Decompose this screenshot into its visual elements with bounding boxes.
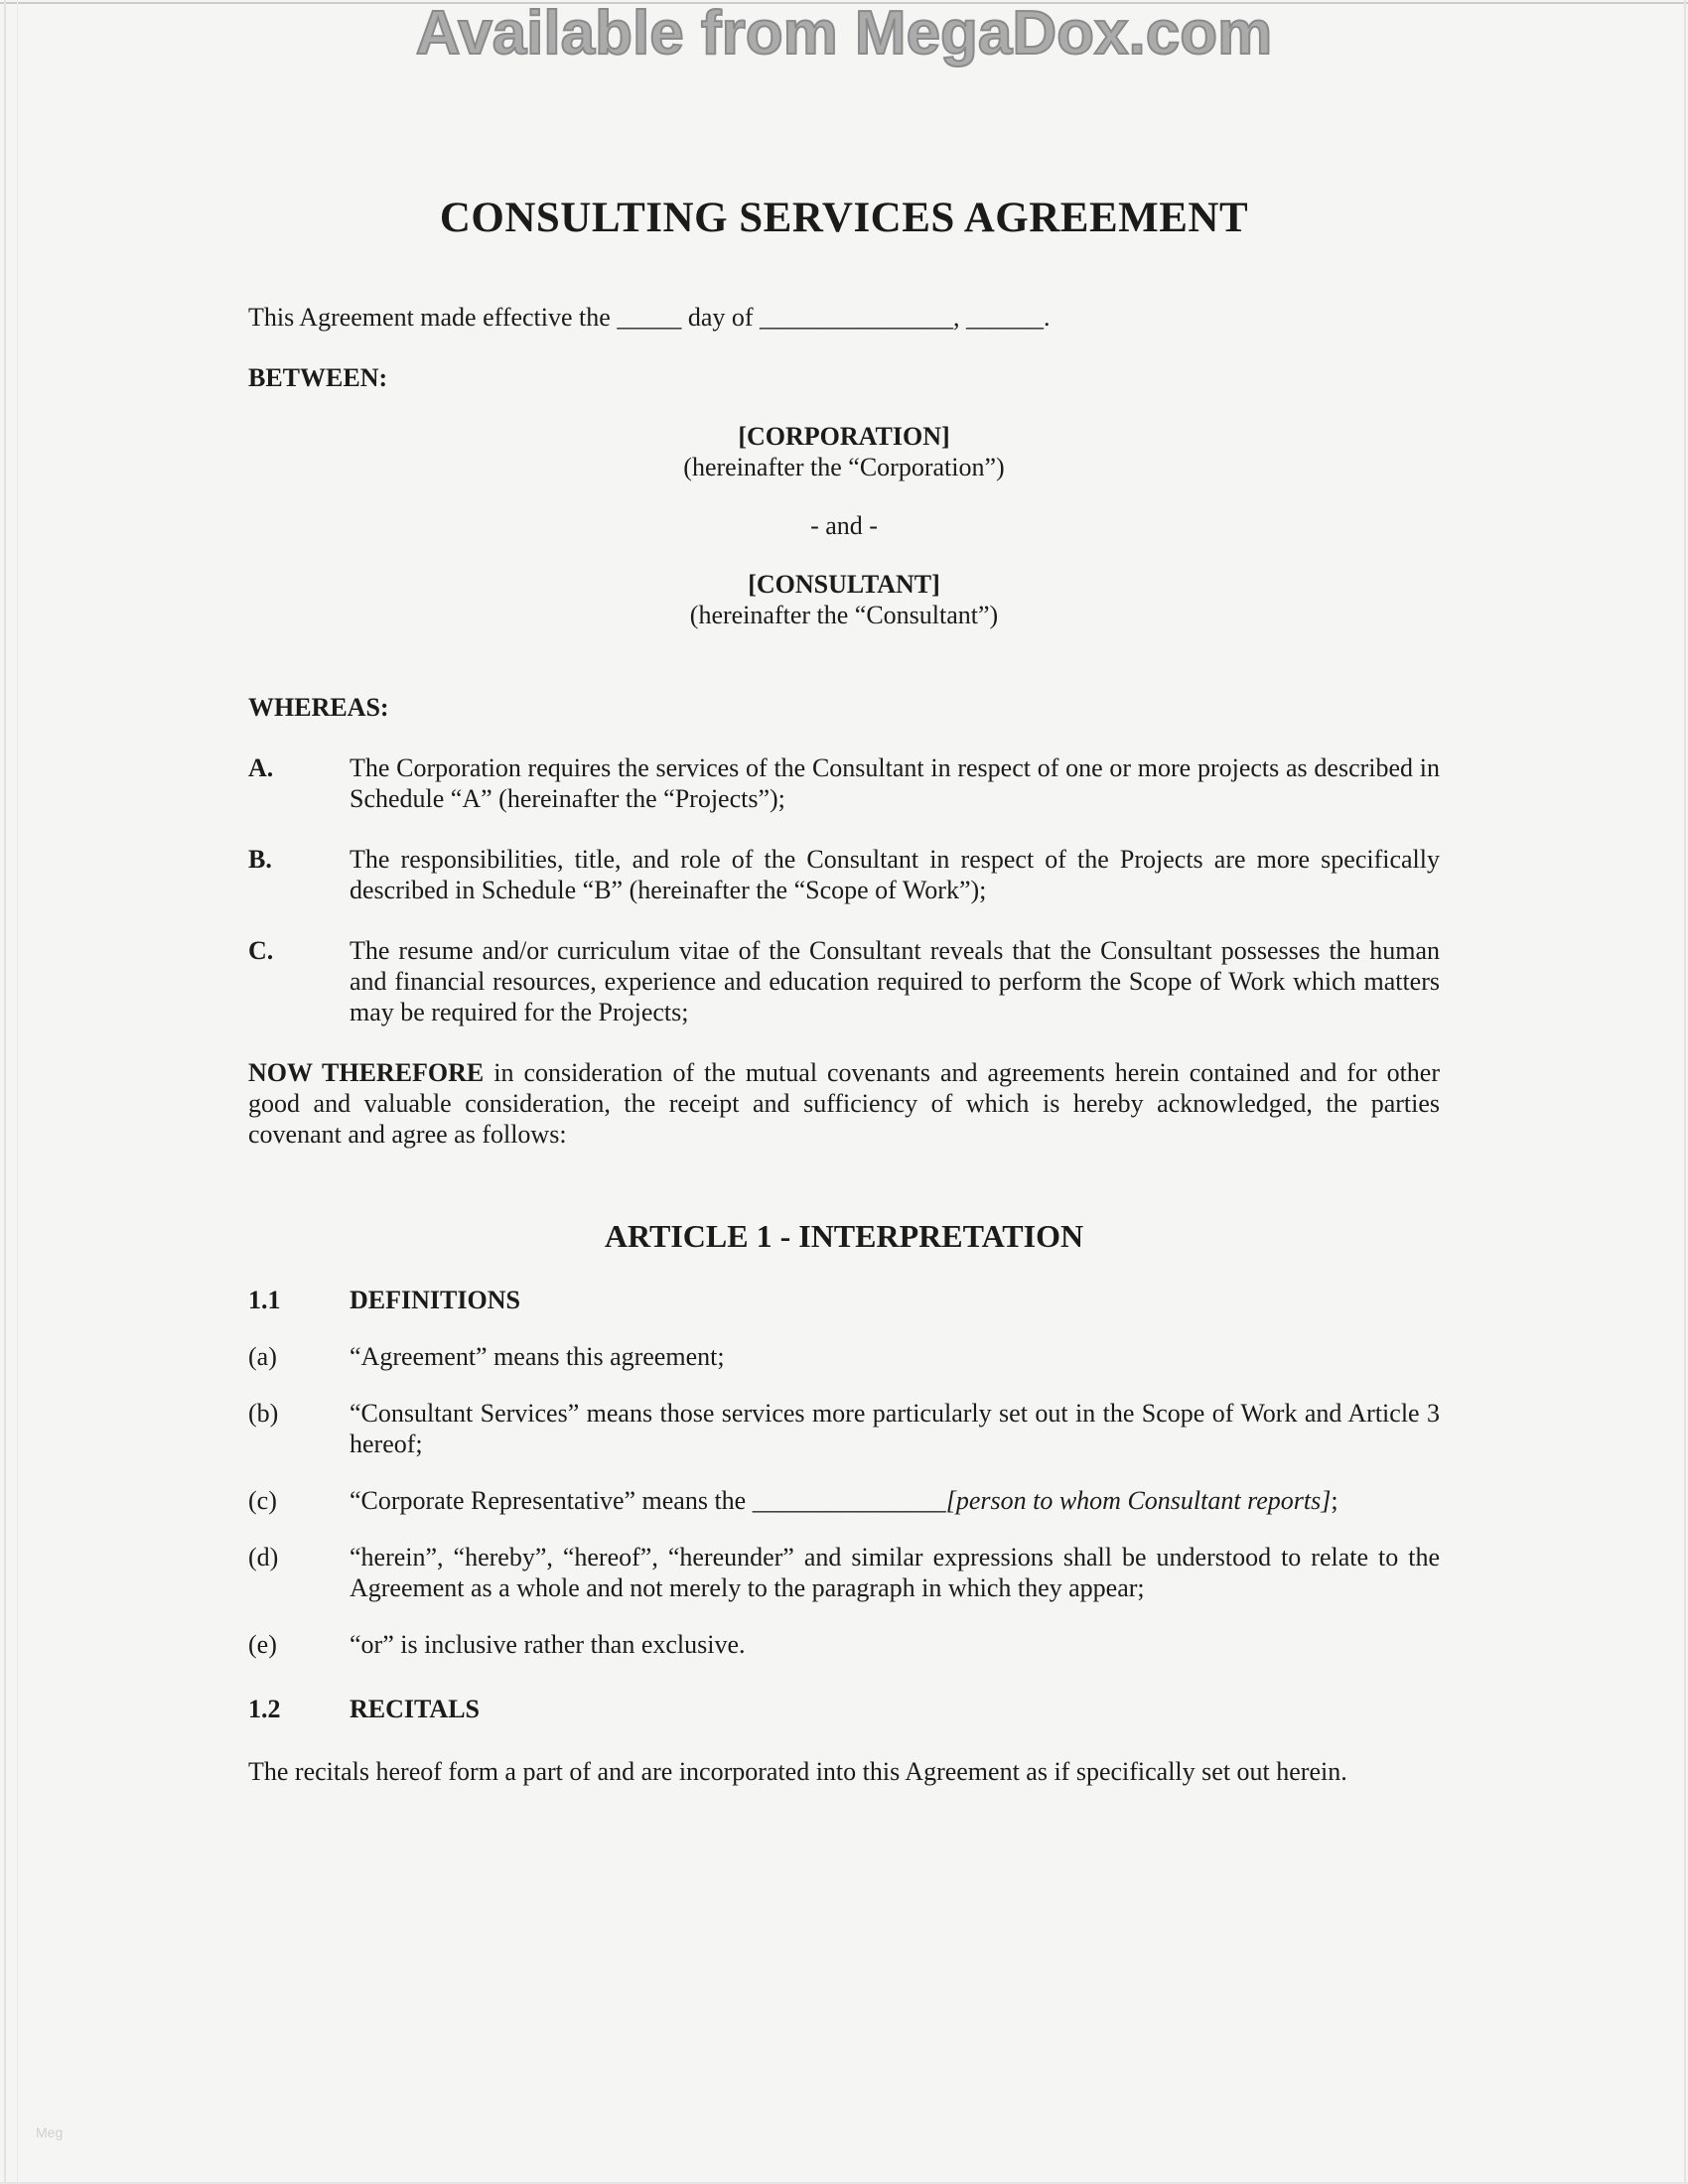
now-therefore-body: in consideration of the mutual covenants and agreements herein contained and for other good and valuable consideration, the receipt and sufficiency of which is hereby acknowledged, the parties covenant and agree as follows: [248,1058,1440,1149]
recital-a-label: A. [248,753,274,782]
definition-e [248,1629,1440,1660]
definition-b-label: (b) [248,1399,279,1428]
recitals-paragraph: The recitals hereof form a part of and are incorporated into this Agreement as if specifically set out herein. [248,1757,1347,1786]
page-frame-left-line [4,0,6,2184]
document-body [248,0,1440,1787]
definition-c [248,1485,1440,1516]
and-separator: - and - [810,511,878,540]
definition-e-text: “or” is inclusive rather than exclusive. [350,1630,746,1659]
document-title: CONSULTING SERVICES AGREEMENT [439,195,1249,241]
definition-a-text: “Agreement” means this agreement; [350,1342,725,1371]
consultant-name: [CONSULTANT] [748,570,940,599]
now-therefore-paragraph [248,1057,1440,1150]
section-1-2-title: RECITALS [350,1695,481,1723]
page-frame-right-line [1684,0,1686,2184]
section-1-1-heading [248,1285,1440,1315]
definition-c-blank-line: _______________ [752,1486,946,1515]
page-frame-left-inner-line [17,0,18,2184]
footer-mark: Meg [36,2124,64,2140]
between-label: BETWEEN: [248,363,388,392]
whereas-label: WHEREAS: [248,693,389,722]
definition-c-pre: “Corporate Representative” means the [350,1486,753,1515]
recital-c-text: The resume and/or curriculum vitae of the Consultant reveals that the Consultant possesses the human and financial resources, experience and education required to perform the Scope of Work which matters may be required for the Projects; [350,936,1440,1026]
definition-d [248,1542,1440,1603]
recital-c-label: C. [248,936,274,965]
corporation-alias: (hereinafter the “Corporation”) [683,453,1005,481]
definition-d-text: “herein”, “hereby”, “hereof”, “hereunder” and similar expressions shall be understood to relate to the Agreement as a whole and not merely to the paragraph in which they appear; [350,1543,1440,1602]
corporation-name: [CORPORATION] [738,422,950,451]
recital-c [248,935,1440,1027]
section-1-1-number: 1.1 [248,1286,281,1314]
parties-block [248,421,1440,630]
definition-c-italic-note: [person to whom Consultant reports] [945,1486,1332,1515]
definition-e-label: (e) [248,1630,277,1659]
recital-b-label: B. [248,845,272,874]
section-1-2-number: 1.2 [248,1695,281,1723]
definition-c-post: ; [1331,1486,1338,1515]
effective-date-line: This Agreement made effective the _____ day of _______________, ______. [248,303,1051,332]
section-1-2-heading [248,1694,1440,1724]
consultant-alias: (hereinafter the “Consultant”) [689,601,999,629]
article-1-heading: ARTICLE 1 - INTERPRETATION [604,1218,1084,1254]
section-1-1-title: DEFINITIONS [350,1286,520,1314]
definition-a [248,1341,1440,1372]
definition-b-text: “Consultant Services” means those services more particularly set out in the Scope of Work and Article 3 hereof; [350,1399,1440,1458]
recital-a-text: The Corporation requires the services of the Consultant in respect of one or more projects as described in Schedule “A” (hereinafter the “Projects”); [350,753,1440,813]
now-therefore-lead: NOW THEREFORE [248,1058,485,1087]
definition-c-text [350,1485,1440,1516]
definition-a-label: (a) [248,1342,277,1371]
recital-a [248,752,1440,814]
definition-d-label: (d) [248,1543,279,1571]
recital-b [248,844,1440,905]
megadox-watermark: Available from MegaDox.com [415,0,1273,68]
recital-b-text: The responsibilities, title, and role of the Consultant in respect of the Projects are more specifically described in Schedule “B” (hereinafter the “Scope of Work”); [350,845,1440,904]
definition-b [248,1398,1440,1459]
definition-c-label: (c) [248,1486,277,1515]
